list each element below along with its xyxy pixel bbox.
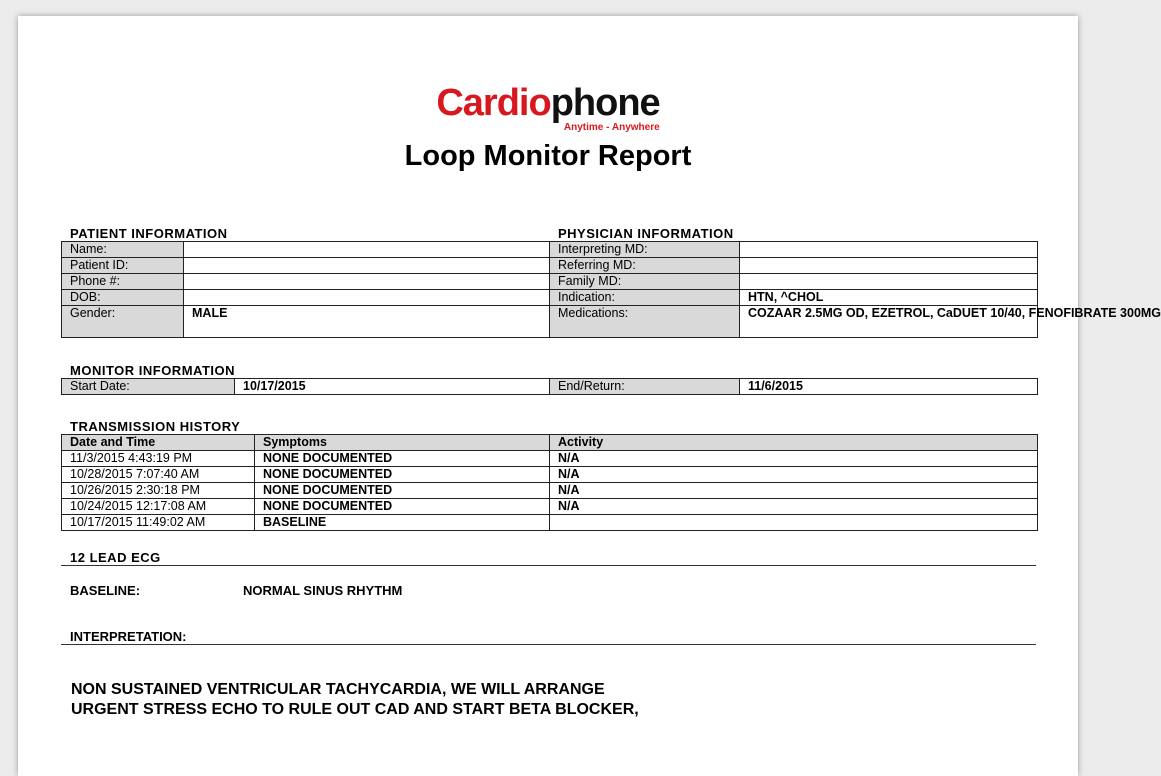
col-symptoms: Symptoms	[255, 435, 550, 451]
phone-label: Phone #:	[62, 274, 184, 290]
col-activity: Activity	[550, 435, 1038, 451]
monitor-info-heading: MONITOR INFORMATION	[70, 363, 236, 378]
interpretation-label: INTERPRETATION:	[70, 629, 187, 644]
transmission-history-heading: TRANSMISSION HISTORY	[70, 419, 241, 434]
row-symptoms: NONE DOCUMENTED	[255, 499, 550, 515]
logo-brand-black: phone	[550, 82, 660, 124]
table-header-row	[62, 435, 1038, 451]
table-row	[62, 499, 1038, 515]
patient-info-heading: PATIENT INFORMATION	[70, 226, 228, 241]
end-return-label: End/Return:	[550, 379, 740, 395]
patient-name-label: Name:	[62, 242, 184, 258]
gender-label: Gender:	[62, 306, 184, 338]
table-row	[62, 274, 1038, 290]
indication-value: HTN, ^CHOL	[740, 290, 1038, 306]
family-md-value	[740, 274, 1038, 290]
table-row	[62, 451, 1038, 467]
row-activity: N/A	[550, 483, 1038, 499]
report-page	[18, 16, 1161, 776]
medications-label: Medications:	[550, 306, 740, 338]
baseline-label: BASELINE:	[70, 583, 141, 598]
indication-label: Indication:	[550, 290, 740, 306]
ecg-divider	[61, 565, 1036, 566]
table-row	[62, 379, 1038, 395]
row-date: 10/24/2015 12:17:08 AM	[62, 499, 255, 515]
ecg-heading: 12 LEAD ECG	[70, 550, 161, 565]
transmission-history-table	[61, 434, 1038, 531]
row-date: 11/3/2015 4:43:19 PM	[62, 451, 255, 467]
start-date-value: 10/17/2015	[235, 379, 550, 395]
physician-info-heading: PHYSICIAN INFORMATION	[558, 226, 734, 241]
end-return-value: 11/6/2015	[740, 379, 1038, 395]
cardiophone-logo	[18, 82, 1078, 133]
logo-brand-red: Cardio	[436, 82, 551, 124]
patient-id-value	[184, 258, 550, 274]
table-row	[62, 467, 1038, 483]
start-date-label: Start Date:	[62, 379, 235, 395]
baseline-value: NORMAL SINUS RHYTHM	[243, 583, 403, 598]
patient-physician-table	[61, 241, 1161, 338]
row-date: 10/28/2015 7:07:40 AM	[62, 467, 255, 483]
gender-value: MALE	[184, 306, 550, 338]
referring-md-label: Referring MD:	[550, 258, 740, 274]
interpreting-md-label: Interpreting MD:	[550, 242, 740, 258]
table-row	[62, 515, 1038, 531]
monitor-info-table	[61, 378, 1038, 395]
row-date: 10/17/2015 11:49:02 AM	[62, 515, 255, 531]
report-title: Loop Monitor Report	[404, 140, 692, 172]
row-activity: N/A	[550, 467, 1038, 483]
table-row	[62, 242, 1038, 258]
row-symptoms: NONE DOCUMENTED	[255, 467, 550, 483]
medications-value: COZAAR 2.5MG OD, EZETROL, CaDUET 10/40, FENOFIBRATE 300MG	[740, 306, 1038, 338]
dob-label: DOB:	[62, 290, 184, 306]
logo-tagline: Anytime - Anywhere	[563, 122, 660, 133]
row-symptoms: NONE DOCUMENTED	[255, 451, 550, 467]
table-row	[62, 290, 1038, 306]
interpretation-line-1: NON SUSTAINED VENTRICULAR TACHYCARDIA, WE WILL ARRANGE	[71, 681, 605, 698]
row-symptoms: BASELINE	[255, 515, 550, 531]
referring-md-value	[740, 258, 1038, 274]
interpretation-text	[71, 680, 639, 720]
interpretation-line-2: URGENT STRESS ECHO TO RULE OUT CAD AND START BETA BLOCKER,	[71, 701, 639, 718]
row-activity: N/A	[550, 451, 1038, 467]
phone-value	[184, 274, 550, 290]
dob-value	[184, 290, 550, 306]
table-row	[62, 258, 1038, 274]
col-date-time: Date and Time	[62, 435, 255, 451]
table-row	[62, 306, 1038, 338]
interpreting-md-value	[740, 242, 1038, 258]
row-activity	[550, 515, 1038, 531]
table-row	[62, 483, 1038, 499]
patient-name-value	[184, 242, 550, 258]
patient-id-label: Patient ID:	[62, 258, 184, 274]
row-activity: N/A	[550, 499, 1038, 515]
row-symptoms: NONE DOCUMENTED	[255, 483, 550, 499]
family-md-label: Family MD:	[550, 274, 740, 290]
row-date: 10/26/2015 2:30:18 PM	[62, 483, 255, 499]
interpretation-divider	[61, 644, 1036, 645]
